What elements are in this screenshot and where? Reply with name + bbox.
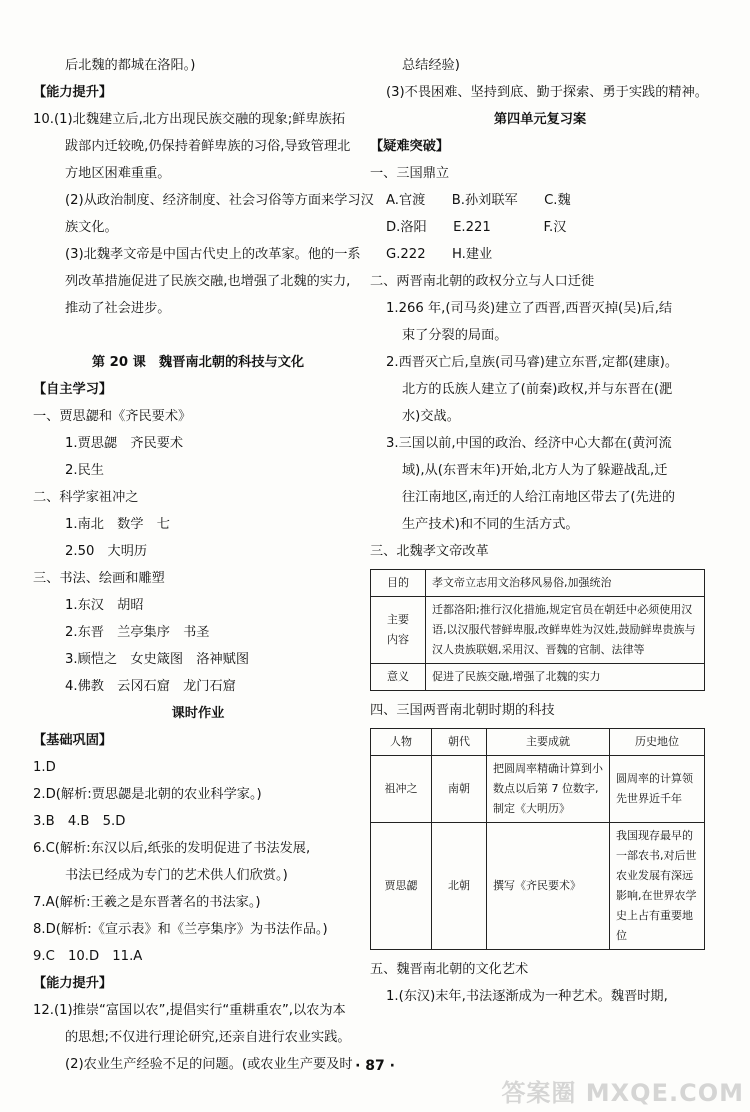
left-line: 族文化。 [65,220,118,235]
left-line: 9.C 10.D 11.A [33,949,143,964]
right-top-text [370,52,710,565]
right-line: 2.西晋灭亡后,皇族(司马睿)建立东晋,定都(建康)。 [386,355,679,370]
right-line: 第四单元复习案 [493,112,587,127]
row-content: 促进了民族交融,增强了北魏的实力 [426,664,705,691]
right-line: 三、北魏孝文帝改革 [370,544,489,559]
left-line: 2.东晋 兰亭集序 书圣 [65,625,210,640]
left-line: 1.D [33,760,56,775]
left-line: 的思想;不仅进行理论研究,还亲自进行农业实践。 [65,1030,351,1045]
column-header: 历史地位 [610,729,705,756]
left-line: 三、书法、绘画和雕塑 [33,571,165,586]
table-cell: 北朝 [432,823,487,950]
right-line: 五、魏晋南北朝的文化艺术 [370,962,529,977]
left-line: (3)北魏孝文帝是中国古代史上的改革家。他的一系 [65,247,361,262]
left-line: 【能力提升】 [33,976,113,991]
left-column [33,52,374,1078]
right-line: 1.(东汉)末年,书法逐渐成为一种艺术。魏晋时期, [386,989,668,1004]
table-row [371,570,705,597]
right-bottom-text [370,956,710,1010]
left-line [33,322,363,349]
left-line: 6.C(解析:东汉以后,纸张的发明促进了书法发展, [33,841,311,856]
right-line: 3.三国以前,中国的政治、经济中心大都在(黄河流 [386,436,672,451]
section-4-heading: 四、三国两晋南北朝时期的科技 [370,703,555,718]
left-line: 列改革措施促进了民族交融,也增强了北魏的实力, [65,274,351,289]
row-header: 主要 内容 [371,597,426,664]
left-line: 方地区困难重重。 [65,166,171,181]
left-line: 3.顾恺之 女史箴图 洛神赋图 [65,652,250,667]
left-line: 课时作业 [171,706,225,721]
table-cell: 贾思勰 [371,823,432,950]
right-line: 北方的氐族人建立了(前秦)政权,并与东晋在(淝 [402,382,673,397]
left-line: 后北魏的都城在洛阳。) [65,58,196,73]
row-header: 目的 [371,570,426,597]
row-header: 意义 [371,664,426,691]
left-line: 2.民生 [65,463,104,478]
column-header: 主要成就 [487,729,610,756]
left-line: 7.A(解析:王羲之是东晋著名的书法家。) [33,895,261,910]
left-line: 2.50 大明历 [65,544,148,559]
left-line: 【自主学习】 [33,382,113,397]
right-line: 水)交战。 [402,409,460,424]
row-content: 孝文帝立志用文治移风易俗,加强统治 [426,570,705,597]
table-cell: 圆周率的计算领先世界近千年 [610,756,705,823]
left-line: 一、贾思勰和《齐民要术》 [33,409,192,424]
right-line: 二、两晋南北朝的政权分立与人口迁徙 [370,274,595,289]
table-row [371,823,705,950]
left-line: 1.贾思勰 齐民要术 [65,436,184,451]
left-line: 【能力提升】 [33,85,113,100]
right-line: D.洛阳 E.221 F.汉 [386,220,567,235]
table-cell: 祖冲之 [371,756,432,823]
left-line: 第 20 课 魏晋南北朝的科技与文化 [91,355,305,370]
left-line: 12.(1)推崇“富国以农”,提倡实行“重耕重农”,以农为本 [33,1003,346,1018]
right-line: 总结经验) [402,58,460,73]
table-row [371,756,705,823]
left-line: 10.(1)北魏建立后,北方出现民族交融的现象;鲜卑族拓 [33,112,346,127]
table-row [371,597,705,664]
left-line: 推动了社会进步。 [65,301,171,316]
left-line: 1.东汉 胡昭 [65,598,144,613]
table-cell: 南朝 [432,756,487,823]
table-cell: 把圆周率精确计算到小数点以后第 7 位数字,制定《大明历》 [487,756,610,823]
left-line: 二、科学家祖冲之 [33,490,139,505]
left-line: (2)农业生产经验不足的问题。(或农业生产要及时 [65,1057,353,1072]
table-cell: 撰写《齐民要术》 [487,823,610,950]
right-line: (3)不畏困难、坚持到底、勤于探索、勇于实践的精神。 [386,85,708,100]
left-line: 8.D(解析:《宣示表》和《兰亭集序》为书法作品。) [33,922,328,937]
right-line: 1.266 年,(司马炎)建立了西晋,西晋灭掉(吴)后,结 [386,301,673,316]
science-table [370,728,705,950]
right-line: 【疑难突破】 [370,139,450,154]
table-cell: 我国现存最早的一部农书,对后世农业发展有深远影响,在世界农学史上占有重要地位 [610,823,705,950]
right-line: 束了分裂的局面。 [402,328,508,343]
left-line: 1.南北 数学 七 [65,517,170,532]
table-row [371,664,705,691]
row-content: 迁都洛阳;推行汉化措施,规定官员在朝廷中必须使用汉语,以汉服代替鲜卑服,改鲜卑姓为汉姓,鼓励鲜卑贵族与汉人贵族联姻,采用汉、晋魏的官制、法律等 [426,597,705,664]
left-line: 2.D(解析:贾思勰是北朝的农业科学家。) [33,787,262,802]
left-line: (2)从政治制度、经济制度、社会习俗等方面来学习汉 [65,193,374,208]
right-line: 一、三国鼎立 [370,166,450,181]
watermark-logo: 答案圈 MXQE.COM [501,1079,744,1107]
left-line: 4.佛教 云冈石窟 龙门石窟 [65,679,236,694]
right-column [370,52,710,1010]
left-line: 跋部内迁较晚,仍保持着鲜卑族的习俗,导致管理北 [65,139,351,154]
right-line: 往江南地区,南迁的人给江南地区带去了(先进的 [402,490,676,505]
column-header: 朝代 [432,729,487,756]
right-line: 域),从(东晋末年)开始,北方人为了躲避战乱,迁 [402,463,668,478]
reform-table [370,569,705,691]
page-number: · 87 · [355,1058,395,1074]
left-line: 【基础巩固】 [33,733,113,748]
right-line: G.222 H.建业 [386,247,493,262]
left-line: 书法已经成为专门的艺术供人们欣赏。) [65,868,288,883]
table-header-row [371,729,705,756]
column-header: 人物 [371,729,432,756]
left-line: 3.B 4.B 5.D [33,814,126,829]
right-line: 生产技术)和不同的生活方式。 [402,517,579,532]
right-line: A.官渡 B.孙刘联军 C.魏 [386,193,571,208]
